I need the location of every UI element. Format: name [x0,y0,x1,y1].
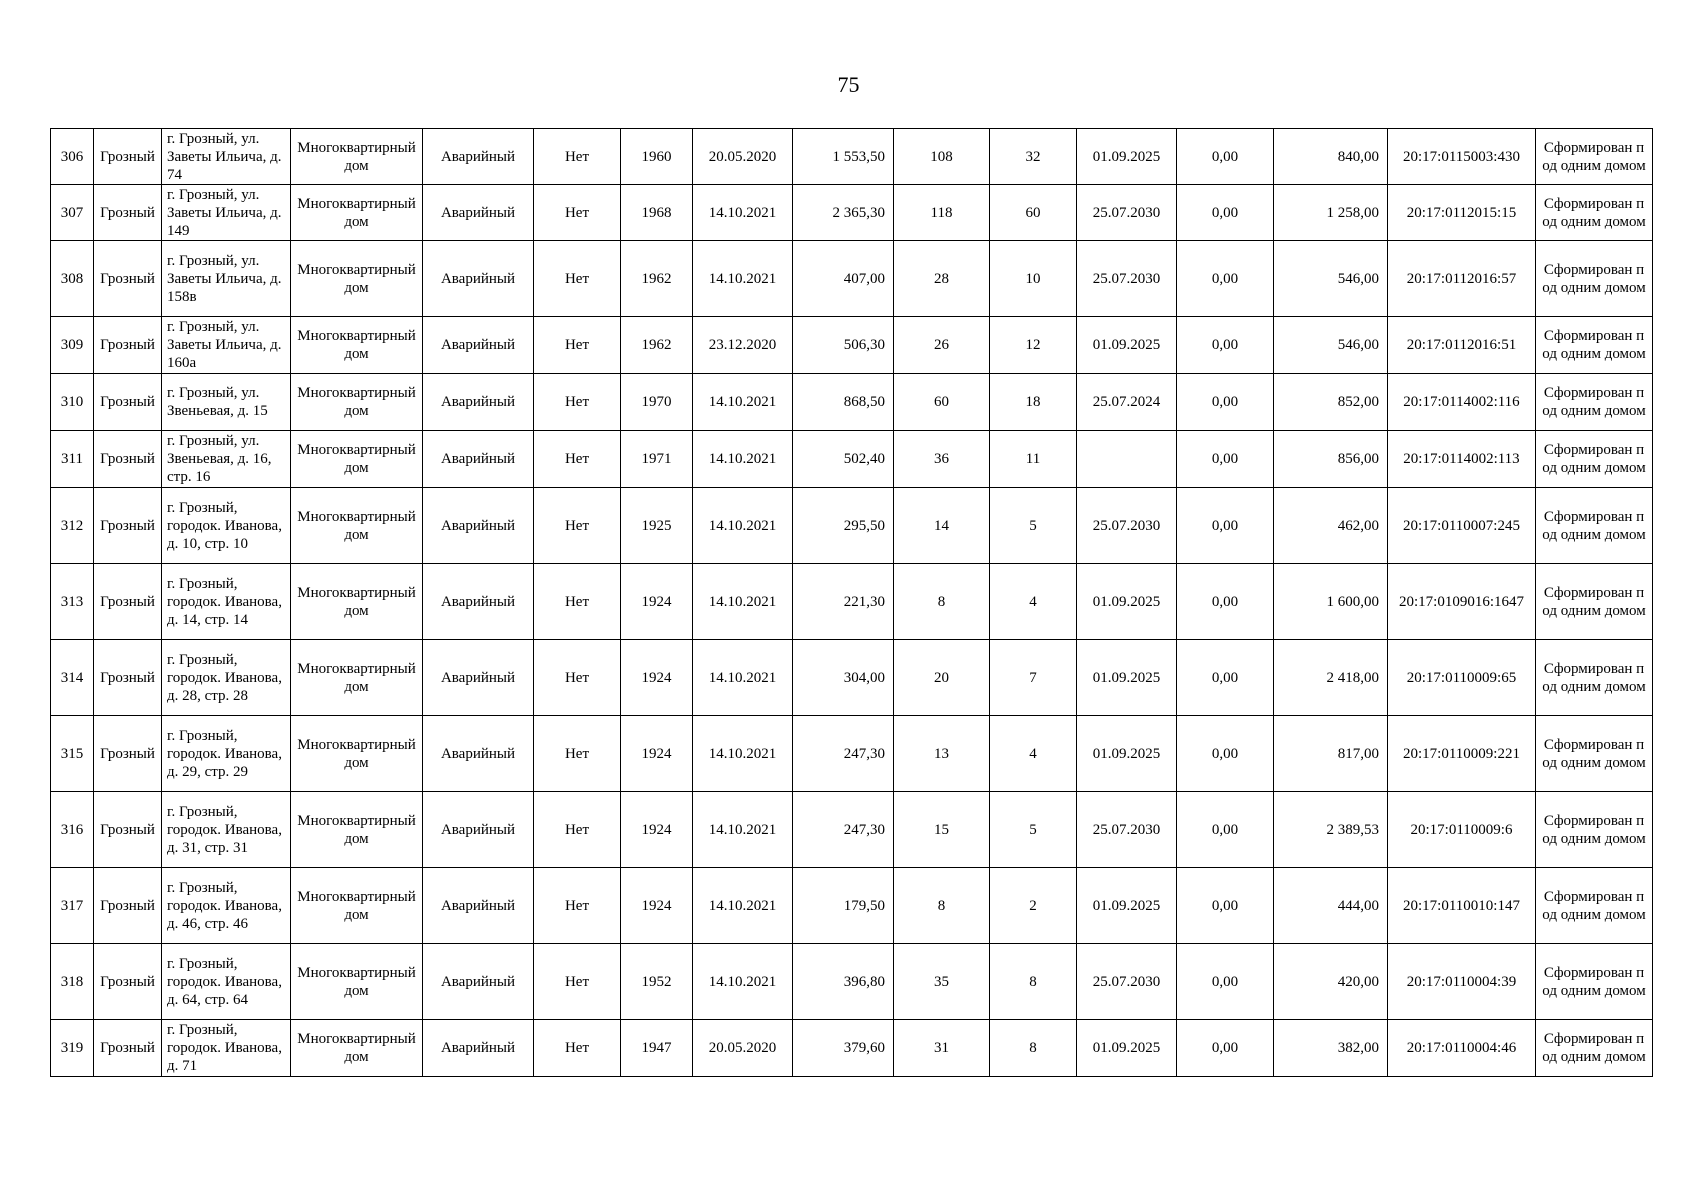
cell-condition-status: Аварийный [423,185,534,241]
cell-city: Грозный [94,374,162,431]
cell-recognition-date: 14.10.2021 [693,488,793,564]
cell-land-plot-status: Сформирован под одним домом [1536,1020,1653,1077]
cell-recognition-date: 14.10.2021 [693,640,793,716]
cell-building-type: Многоквартирный дом [291,488,423,564]
cell-value-1: 0,00 [1177,564,1274,640]
table-row [51,792,1653,868]
cell-land-plot-status: Сформирован под одним домом [1536,374,1653,431]
cell-flag: Нет [534,792,621,868]
cell-value-1: 0,00 [1177,792,1274,868]
cell-value-1: 0,00 [1177,241,1274,317]
cell-value-1: 0,00 [1177,944,1274,1020]
cell-total-area: 379,60 [793,1020,894,1077]
cell-address: г. Грозный, городок. Иванова, д. 29, стр. 29 [162,716,291,792]
cell-residents-count: 118 [894,185,990,241]
cell-units-count: 5 [990,488,1077,564]
cell-land-plot-status: Сформирован под одним домом [1536,431,1653,488]
cell-city: Грозный [94,716,162,792]
cell-planned-date: 01.09.2025 [1077,716,1177,792]
cell-value-2: 546,00 [1274,241,1388,317]
table-row [51,317,1653,374]
cell-planned-date [1077,431,1177,488]
cell-total-area: 247,30 [793,792,894,868]
cell-cadastral-number: 20:17:0114002:116 [1388,374,1536,431]
cell-residents-count: 26 [894,317,990,374]
cell-recognition-date: 14.10.2021 [693,716,793,792]
cell-residents-count: 8 [894,868,990,944]
cell-city: Грозный [94,129,162,185]
cell-planned-date: 01.09.2025 [1077,868,1177,944]
table-row [51,1020,1653,1077]
cell-building-type: Многоквартирный дом [291,129,423,185]
cell-row-number: 316 [51,792,94,868]
cell-value-2: 382,00 [1274,1020,1388,1077]
cell-build-year: 1924 [621,716,693,792]
cell-recognition-date: 14.10.2021 [693,564,793,640]
cell-residents-count: 31 [894,1020,990,1077]
cell-land-plot-status: Сформирован под одним домом [1536,716,1653,792]
cell-flag: Нет [534,868,621,944]
cell-address: г. Грозный, ул. Заветы Ильича, д. 160а [162,317,291,374]
cell-units-count: 60 [990,185,1077,241]
cell-address: г. Грозный, городок. Иванова, д. 10, стр. 10 [162,488,291,564]
cell-address: г. Грозный, ул. Звеньевая, д. 15 [162,374,291,431]
cell-flag: Нет [534,564,621,640]
cell-planned-date: 25.07.2030 [1077,241,1177,317]
cell-value-1: 0,00 [1177,317,1274,374]
cell-total-area: 506,30 [793,317,894,374]
cell-build-year: 1952 [621,944,693,1020]
cell-build-year: 1924 [621,564,693,640]
cell-total-area: 407,00 [793,241,894,317]
cell-planned-date: 25.07.2030 [1077,792,1177,868]
cell-address: г. Грозный, ул. Заветы Ильича, д. 149 [162,185,291,241]
cell-planned-date: 25.07.2030 [1077,185,1177,241]
cell-address: г. Грозный, городок. Иванова, д. 64, стр. 64 [162,944,291,1020]
cell-value-1: 0,00 [1177,716,1274,792]
cell-row-number: 310 [51,374,94,431]
cell-value-1: 0,00 [1177,185,1274,241]
cell-city: Грозный [94,241,162,317]
cell-address: г. Грозный, ул. Заветы Ильича, д. 158в [162,241,291,317]
cell-cadastral-number: 20:17:0110009:221 [1388,716,1536,792]
cell-row-number: 309 [51,317,94,374]
cell-address: г. Грозный, городок. Иванова, д. 71 [162,1020,291,1077]
cell-city: Грозный [94,640,162,716]
cell-cadastral-number: 20:17:0110009:65 [1388,640,1536,716]
cell-condition-status: Аварийный [423,564,534,640]
cell-total-area: 868,50 [793,374,894,431]
cell-row-number: 313 [51,564,94,640]
cell-total-area: 2 365,30 [793,185,894,241]
housing-registry-table [50,128,1653,1077]
table-row [51,716,1653,792]
cell-planned-date: 01.09.2025 [1077,317,1177,374]
cell-units-count: 12 [990,317,1077,374]
cell-units-count: 2 [990,868,1077,944]
cell-build-year: 1924 [621,792,693,868]
cell-condition-status: Аварийный [423,431,534,488]
table-row [51,868,1653,944]
cell-total-area: 179,50 [793,868,894,944]
cell-build-year: 1924 [621,868,693,944]
cell-planned-date: 25.07.2024 [1077,374,1177,431]
cell-condition-status: Аварийный [423,716,534,792]
cell-address: г. Грозный, городок. Иванова, д. 28, стр. 28 [162,640,291,716]
cell-value-2: 840,00 [1274,129,1388,185]
cell-value-1: 0,00 [1177,488,1274,564]
cell-value-2: 1 600,00 [1274,564,1388,640]
cell-condition-status: Аварийный [423,792,534,868]
cell-address: г. Грозный, городок. Иванова, д. 14, стр. 14 [162,564,291,640]
table-body [51,129,1653,1077]
cell-condition-status: Аварийный [423,317,534,374]
cell-address: г. Грозный, ул. Заветы Ильича, д. 74 [162,129,291,185]
cell-cadastral-number: 20:17:0110010:147 [1388,868,1536,944]
cell-city: Грозный [94,944,162,1020]
cell-row-number: 318 [51,944,94,1020]
cell-value-2: 2 389,53 [1274,792,1388,868]
cell-row-number: 308 [51,241,94,317]
cell-build-year: 1968 [621,185,693,241]
cell-building-type: Многоквартирный дом [291,716,423,792]
cell-city: Грозный [94,792,162,868]
cell-recognition-date: 14.10.2021 [693,374,793,431]
cell-planned-date: 25.07.2030 [1077,488,1177,564]
cell-row-number: 312 [51,488,94,564]
cell-value-1: 0,00 [1177,868,1274,944]
cell-address: г. Грозный, ул. Звеньевая, д. 16, стр. 16 [162,431,291,488]
cell-total-area: 247,30 [793,716,894,792]
cell-row-number: 315 [51,716,94,792]
cell-flag: Нет [534,640,621,716]
cell-value-2: 852,00 [1274,374,1388,431]
cell-cadastral-number: 20:17:0112016:57 [1388,241,1536,317]
cell-condition-status: Аварийный [423,374,534,431]
cell-land-plot-status: Сформирован под одним домом [1536,129,1653,185]
cell-build-year: 1960 [621,129,693,185]
cell-row-number: 317 [51,868,94,944]
table-row [51,129,1653,185]
cell-building-type: Многоквартирный дом [291,868,423,944]
cell-row-number: 306 [51,129,94,185]
cell-recognition-date: 14.10.2021 [693,431,793,488]
cell-cadastral-number: 20:17:0115003:430 [1388,129,1536,185]
cell-building-type: Многоквартирный дом [291,241,423,317]
table-row [51,488,1653,564]
cell-recognition-date: 20.05.2020 [693,1020,793,1077]
cell-flag: Нет [534,944,621,1020]
cell-city: Грозный [94,185,162,241]
cell-cadastral-number: 20:17:0114002:113 [1388,431,1536,488]
cell-units-count: 8 [990,1020,1077,1077]
table-row [51,640,1653,716]
cell-value-1: 0,00 [1177,129,1274,185]
cell-residents-count: 36 [894,431,990,488]
table-row [51,241,1653,317]
cell-units-count: 18 [990,374,1077,431]
cell-residents-count: 14 [894,488,990,564]
cell-units-count: 32 [990,129,1077,185]
cell-total-area: 221,30 [793,564,894,640]
cell-building-type: Многоквартирный дом [291,640,423,716]
cell-condition-status: Аварийный [423,1020,534,1077]
cell-residents-count: 15 [894,792,990,868]
cell-value-2: 856,00 [1274,431,1388,488]
cell-flag: Нет [534,431,621,488]
cell-flag: Нет [534,185,621,241]
cell-city: Грозный [94,317,162,374]
cell-land-plot-status: Сформирован под одним домом [1536,944,1653,1020]
cell-build-year: 1947 [621,1020,693,1077]
cell-residents-count: 108 [894,129,990,185]
cell-planned-date: 25.07.2030 [1077,944,1177,1020]
cell-value-2: 420,00 [1274,944,1388,1020]
cell-units-count: 4 [990,564,1077,640]
cell-land-plot-status: Сформирован под одним домом [1536,488,1653,564]
cell-recognition-date: 14.10.2021 [693,792,793,868]
cell-value-2: 817,00 [1274,716,1388,792]
cell-cadastral-number: 20:17:0110007:245 [1388,488,1536,564]
cell-building-type: Многоквартирный дом [291,792,423,868]
table-row [51,185,1653,241]
cell-building-type: Многоквартирный дом [291,431,423,488]
cell-build-year: 1924 [621,640,693,716]
cell-flag: Нет [534,488,621,564]
cell-condition-status: Аварийный [423,944,534,1020]
cell-planned-date: 01.09.2025 [1077,564,1177,640]
cell-planned-date: 01.09.2025 [1077,640,1177,716]
cell-building-type: Многоквартирный дом [291,944,423,1020]
cell-planned-date: 01.09.2025 [1077,129,1177,185]
cell-residents-count: 8 [894,564,990,640]
cell-city: Грозный [94,564,162,640]
table-row [51,431,1653,488]
cell-recognition-date: 14.10.2021 [693,944,793,1020]
cell-value-1: 0,00 [1177,1020,1274,1077]
cell-city: Грозный [94,488,162,564]
cell-value-2: 2 418,00 [1274,640,1388,716]
cell-flag: Нет [534,241,621,317]
cell-total-area: 304,00 [793,640,894,716]
cell-flag: Нет [534,716,621,792]
cell-cadastral-number: 20:17:0109016:1647 [1388,564,1536,640]
cell-building-type: Многоквартирный дом [291,1020,423,1077]
cell-value-2: 444,00 [1274,868,1388,944]
cell-building-type: Многоквартирный дом [291,185,423,241]
cell-city: Грозный [94,431,162,488]
cell-flag: Нет [534,1020,621,1077]
page-number: 75 [837,72,860,97]
cell-build-year: 1970 [621,374,693,431]
cell-land-plot-status: Сформирован под одним домом [1536,640,1653,716]
cell-building-type: Многоквартирный дом [291,564,423,640]
cell-city: Грозный [94,868,162,944]
cell-condition-status: Аварийный [423,868,534,944]
cell-row-number: 319 [51,1020,94,1077]
cell-units-count: 5 [990,792,1077,868]
cell-cadastral-number: 20:17:0110004:39 [1388,944,1536,1020]
cell-city: Грозный [94,1020,162,1077]
cell-recognition-date: 20.05.2020 [693,129,793,185]
cell-total-area: 1 553,50 [793,129,894,185]
cell-land-plot-status: Сформирован под одним домом [1536,317,1653,374]
cell-value-1: 0,00 [1177,640,1274,716]
cell-build-year: 1971 [621,431,693,488]
cell-land-plot-status: Сформирован под одним домом [1536,185,1653,241]
cell-flag: Нет [534,317,621,374]
cell-build-year: 1962 [621,241,693,317]
cell-condition-status: Аварийный [423,129,534,185]
cell-land-plot-status: Сформирован под одним домом [1536,868,1653,944]
cell-total-area: 396,80 [793,944,894,1020]
cell-recognition-date: 23.12.2020 [693,317,793,374]
cell-value-2: 546,00 [1274,317,1388,374]
cell-recognition-date: 14.10.2021 [693,185,793,241]
table-row [51,374,1653,431]
cell-value-2: 1 258,00 [1274,185,1388,241]
cell-units-count: 10 [990,241,1077,317]
table-row [51,564,1653,640]
cell-cadastral-number: 20:17:0110009:6 [1388,792,1536,868]
table-row [51,944,1653,1020]
cell-value-2: 462,00 [1274,488,1388,564]
cell-condition-status: Аварийный [423,241,534,317]
cell-residents-count: 60 [894,374,990,431]
cell-residents-count: 35 [894,944,990,1020]
cell-units-count: 4 [990,716,1077,792]
cell-cadastral-number: 20:17:0112016:51 [1388,317,1536,374]
cell-row-number: 311 [51,431,94,488]
cell-total-area: 295,50 [793,488,894,564]
cell-residents-count: 13 [894,716,990,792]
cell-total-area: 502,40 [793,431,894,488]
cell-value-1: 0,00 [1177,374,1274,431]
cell-cadastral-number: 20:17:0110004:46 [1388,1020,1536,1077]
cell-units-count: 7 [990,640,1077,716]
cell-residents-count: 20 [894,640,990,716]
cell-condition-status: Аварийный [423,488,534,564]
cell-land-plot-status: Сформирован под одним домом [1536,564,1653,640]
cell-build-year: 1925 [621,488,693,564]
cell-recognition-date: 14.10.2021 [693,241,793,317]
cell-row-number: 314 [51,640,94,716]
cell-condition-status: Аварийный [423,640,534,716]
cell-residents-count: 28 [894,241,990,317]
cell-building-type: Многоквартирный дом [291,374,423,431]
cell-land-plot-status: Сформирован под одним домом [1536,241,1653,317]
cell-value-1: 0,00 [1177,431,1274,488]
cell-address: г. Грозный, городок. Иванова, д. 46, стр. 46 [162,868,291,944]
cell-units-count: 8 [990,944,1077,1020]
cell-recognition-date: 14.10.2021 [693,868,793,944]
cell-planned-date: 01.09.2025 [1077,1020,1177,1077]
cell-flag: Нет [534,129,621,185]
cell-land-plot-status: Сформирован под одним домом [1536,792,1653,868]
cell-flag: Нет [534,374,621,431]
cell-building-type: Многоквартирный дом [291,317,423,374]
cell-units-count: 11 [990,431,1077,488]
cell-row-number: 307 [51,185,94,241]
cell-address: г. Грозный, городок. Иванова, д. 31, стр. 31 [162,792,291,868]
cell-build-year: 1962 [621,317,693,374]
cell-cadastral-number: 20:17:0112015:15 [1388,185,1536,241]
